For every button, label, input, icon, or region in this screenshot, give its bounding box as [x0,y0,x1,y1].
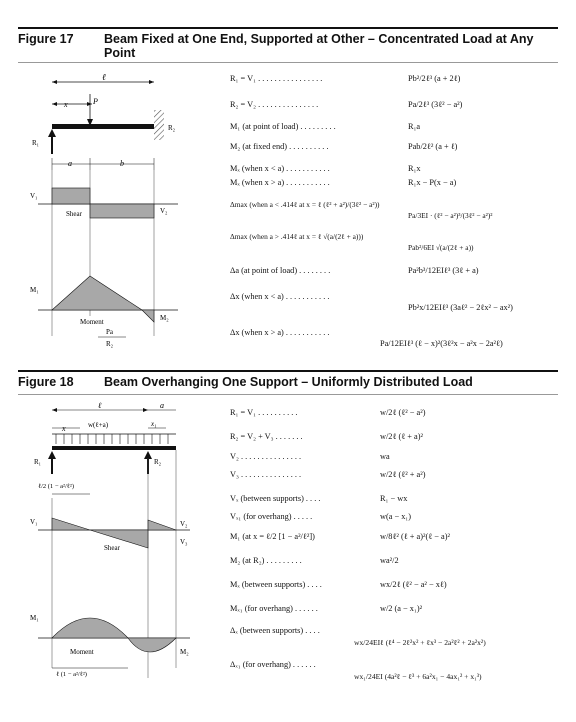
fig17-M1-label: M₁ [30,286,39,294]
figure17-bottom-rule [18,62,558,63]
figure18-formulas: R₁ = V₁ . . . . . . . . . . w/2ℓ (ℓ² − a²) R₂ = V₂ + V₃ . . . . . . . w/2ℓ (ℓ + a)² V₂ . . . . . . . . . . . . . . . wa V₃ . . . . . . . . . . . . . . . w/2ℓ (ℓ² + a²) Vₓ (between supports) . . . . R₁ − wx Vₓ₁ (for overhang) . . . . . w(a − x₁) M₁ (at x = ℓ/2 [1 − a²/ℓ²]) w/8ℓ² (ℓ + a)²(ℓ − a)² M₂ (at R₂) . . . . . . . . . wa²/2 Mₓ (between supports) . . . . wx/2ℓ (ℓ² − a² − xℓ) Mₓ₁ (for overhang) . . . . . . w/2 (a − x₁)² Δₓ (between supports) . . . . wx/24EIℓ (ℓ⁴ − 2ℓ²x² + ℓx³ − 2a²ℓ² + 2a²x²) Δₓ₁ (for overhang) . . . . . . wx₁/24EI (4a²ℓ − ℓ³ + 6a²x₁ − 4ax₁² + x₁³) [230,408,486,681]
fig18-moment-pos [52,618,128,638]
figure17-diagram [18,66,208,366]
fig18-V2-label: V₂ [180,520,188,528]
fig18-x1-label: x₁ [151,420,157,428]
figure17-title: Beam Fixed at One End, Supported at Other – Concentrated Load at Any Point [104,32,534,60]
f18-formula-expr: wx₁/24EI (4a²ℓ − ℓ³ + 6a²x₁ − 4ax₁² + x₁³) [354,672,482,681]
fig17-shear-pos [52,188,90,204]
fig17-a-label: a [68,159,72,168]
figure17-formulas: R₁ = V₁ . . . . . . . . . . . . . . . . Pb²/2ℓ³ (a + 2ℓ) R₂ = V₂ . . . . . . . . . . . . . . . Pa/2ℓ³ (3ℓ² − a²) M₁ (at point of load) . . . . . . . . . R₁a M₂ (at fixed end) . . . . . . . . . . Pab/2ℓ² (a + ℓ) Mₓ (when x < a) . . . . . . . . . . . R₁x Mₓ (when x > a) . . . . . . . . . . . R₁x − P(x − a) Δmax (when a < .414ℓ at x = ℓ (ℓ² + a²)/(3ℓ² − a²)) Pa/3EI · (ℓ² − a²)³/(3ℓ² − a²)² Δmax (when a > .414ℓ at x = ℓ √(a/(2ℓ + a))) Pab²/6EI √(a/(2ℓ + a)) Δa (at point of load) . . . . . . . . Pa²b³/12EIℓ³ (3ℓ + a) Δx (when x < a) . . . . . . . . . . . Pb²x/12EIℓ³ (3aℓ² − 2ℓx² − ax²) Δx (when x > a) . . . . . . . . . . . Pa/12EIℓ³ (ℓ − x)²(3ℓ²x − a²x − 2a²ℓ) [230,74,513,348]
fig17-moment-label: Moment [80,318,104,326]
fig17-V1-label: V₁ [30,192,38,200]
f18-formula-expr: wx/24EIℓ (ℓ⁴ − 2ℓ²x² + ℓx³ − 2a²ℓ² + 2a²x²) [354,638,486,647]
fig17-r2-den-label: R₂ [106,340,114,348]
f17-formula-expr: Pa/12EIℓ³ (ℓ − x)²(3ℓ²x − a²x − 2a²ℓ) [380,339,503,348]
fig17-R1-label: R₁ [32,139,40,147]
fig17-moment-neg [142,310,154,322]
figure17-top-rule [18,27,558,29]
fig18-load-label: w(ℓ+a) [88,421,109,429]
fig17-fixed-wall [154,110,164,140]
fig18-a-label: a [160,401,164,410]
f17-formula-expr: Pab²/6EI √(a/(2ℓ + a)) [408,243,474,252]
fig18-V3-label: V₃ [180,538,188,546]
fig17-shear-neg [90,204,154,218]
fig18-V1-label: V₁ [30,518,38,526]
fig17-moment-pos [52,276,142,310]
fig18-x-label: x [62,424,66,433]
fig17-R2-label: R₂ [168,124,176,132]
fig18-moment-label: Moment [70,648,94,656]
fig17-P-label: P [93,97,98,106]
figure18-diagram [18,398,208,698]
fig17-beam [52,124,154,129]
figure17-number: Figure 17 [18,32,74,46]
fig18-dim-bottom-label: ℓ (1 − a²/ℓ²) [56,671,87,678]
fig18-load-arrows [56,434,168,444]
f17-formula-expr: Pb²x/12EIℓ³ (3aℓ² − 2ℓx² − ax²) [408,303,513,312]
figure18-bottom-rule [18,394,558,395]
figure18-number: Figure 18 [18,375,74,389]
fig18-shear-pos [52,518,90,530]
fig18-R1-label: R₁ [34,458,42,466]
fig17-shear-label: Shear [66,210,82,218]
fig17-l-label: ℓ [102,72,106,82]
fig18-moment-neg [128,638,176,652]
fig18-beam [52,446,176,450]
fig18-shear-label: Shear [104,544,120,552]
fig17-pa-label: Pa [106,328,113,336]
fig18-l-label: ℓ [98,401,102,410]
fig18-shear-over [148,520,176,530]
fig17-M2-label: M₂ [160,314,169,322]
fig18-M1-label: M₁ [30,614,39,622]
figure18-top-rule [18,370,558,372]
f17-formula-expr: Pa/3EI · (ℓ² − a²)³/(3ℓ² − a²)² [408,211,493,220]
fig17-b-label: b [120,159,124,168]
fig18-M2-label: M₂ [180,648,189,656]
fig17-V2-label: V₂ [160,207,168,215]
fig18-R2-label: R₂ [154,458,162,466]
fig18-dim-top-label: ℓ/2 (1 − a²/ℓ²) [38,483,74,490]
figure18-title: Beam Overhanging One Support – Uniformly Distributed Load [104,375,473,389]
fig17-x-label: x [64,100,68,109]
